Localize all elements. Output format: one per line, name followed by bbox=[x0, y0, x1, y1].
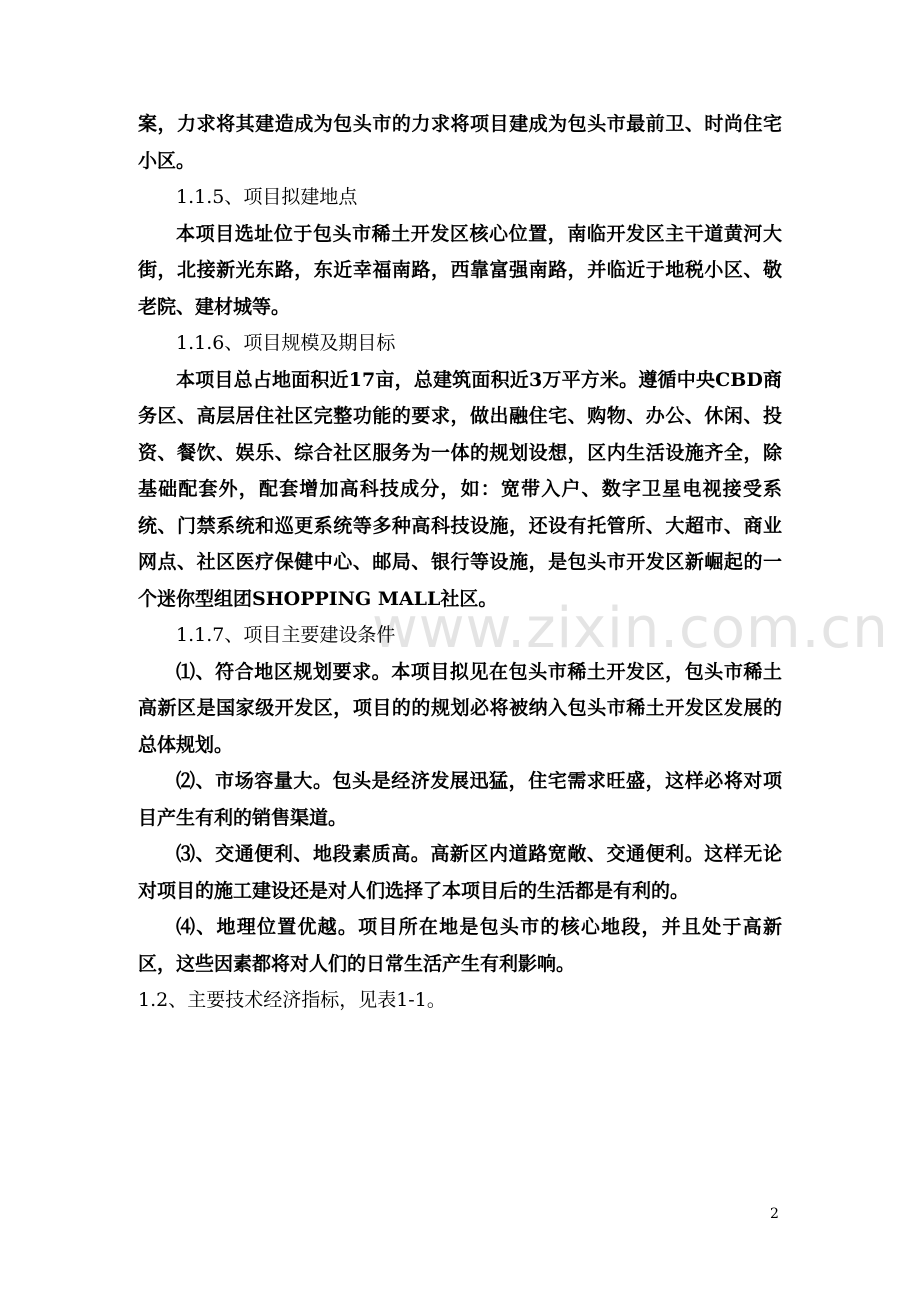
document-body bbox=[138, 106, 782, 1019]
paragraph-project-scale: 本项目总占地面积近17亩，总建筑面积近3万平方米。遵循中央CBD商务区、高层居住社区完整功能的要求，做出融住宅、购物、办公、休闲、投资、餐饮、娱乐、综合社区服务为一体的规划设想，区内生活设施齐全，除基础配套外，配套增加高科技成分，如：宽带入户、数字卫星电视接受系统、门禁系统和巡更系统等多种高科技设施，还设有托管所、大超市、商业网点、社区医疗保健中心、邮局、银行等设施，是包头市开发区新崛起的一个迷你型组团SHOPPING MALL社区。 bbox=[138, 368, 782, 610]
paragraph-site-location: 本项目选址位于包头市稀土开发区核心位置，南临开发区主干道黄河大街，北接新光东路，东近幸福南路，西靠富强南路，并临近于地税小区、敬老院、建材城等。 bbox=[138, 222, 782, 318]
section-heading-1-1-5: 1.1.5、项目拟建地点 bbox=[176, 186, 358, 208]
section-heading-1-1-6: 1.1.6、项目规模及期目标 bbox=[176, 332, 396, 354]
page-number: 2 bbox=[770, 1206, 779, 1222]
paragraph-condition-2: ⑵、市场容量大。包头是经济发展迅猛，住宅需求旺盛，这样必将对项目产生有利的销售渠道。 bbox=[138, 770, 782, 829]
paragraph-condition-1: ⑴、符合地区规划要求。本项目拟见在包头市稀土开发区，包头市稀土高新区是国家级开发区，项目的的规划必将被纳入包头市稀土开发区发展的总体规划。 bbox=[138, 660, 782, 756]
paragraph-condition-3: ⑶、交通便利、地段素质高。高新区内道路宽敞、交通便利。这样无论对项目的施工建设还是对人们选择了本项目后的生活都是有利的。 bbox=[138, 843, 782, 902]
section-heading-1-2: 1.2、主要技术经济指标，见表1-1。 bbox=[138, 989, 446, 1011]
section-heading-1-1-7: 1.1.7、项目主要建设条件 bbox=[176, 624, 396, 646]
watermark: www.zixin.com.cn bbox=[372, 596, 889, 661]
paragraph-intro-continuation: 案，力求将其建造成为包头市的力求将项目建成为包头市最前卫、时尚住宅小区。 bbox=[138, 113, 782, 172]
paragraph-condition-4: ⑷、地理位置优越。项目所在地是包头市的核心地段，并且处于高新区，这些因素都将对人们的日常生活产生有利影响。 bbox=[138, 916, 782, 975]
